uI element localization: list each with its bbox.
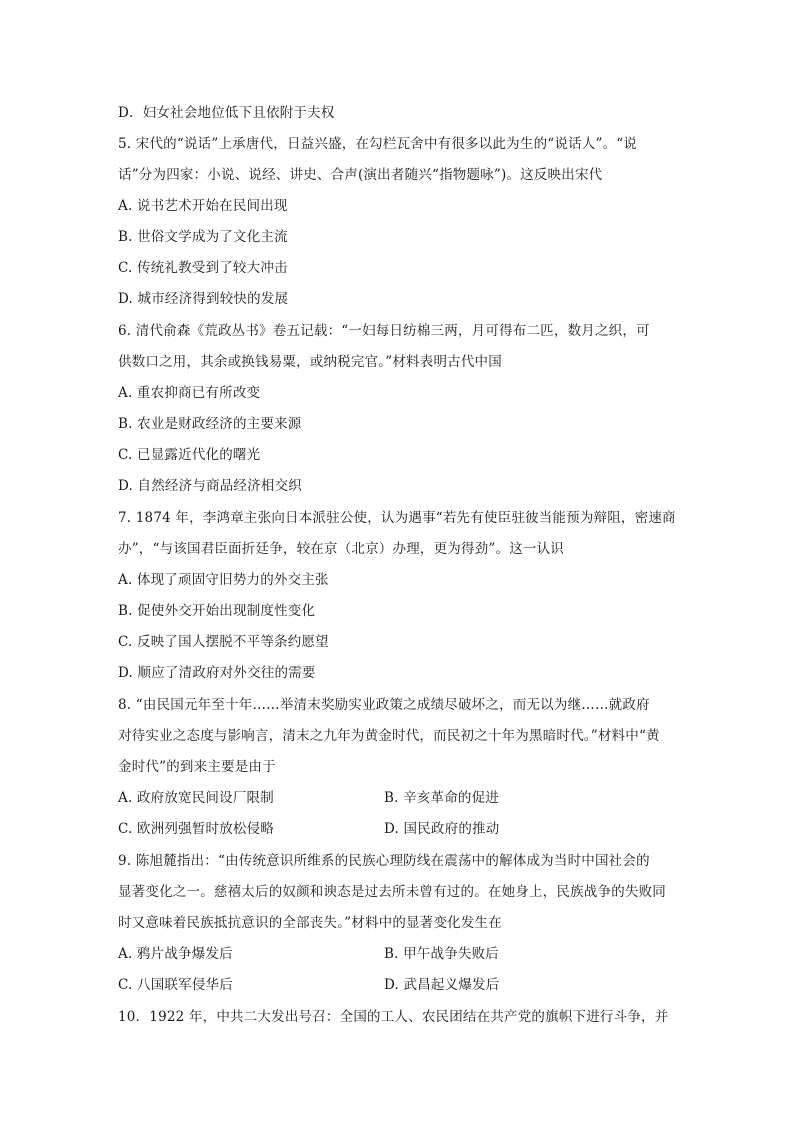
q7-stem-line2: 办”，“与该国君臣面折廷争，较在京（北京）办理，更为得劲”。这一认识 (118, 541, 565, 557)
q6-stem-line2: 供数口之用，其余或换钱易粟，或纳税完官。”材料表明古代中国 (118, 354, 502, 370)
q9-option-d: D. 武昌起义爆发后 (384, 977, 500, 993)
q6-stem-line1: 6. 清代俞森《荒政丛书》卷五记载：“一妇每日纺棉三两，月可得布二匹，数月之织，可 (118, 323, 650, 339)
q9-option-a: A. 鸦片战争爆发后 (118, 946, 233, 962)
q7-option-a: A. 体现了顽固守旧势力的外交主张 (118, 572, 329, 588)
q5-stem-line1: 5. 宋代的“说话”上承唐代，日益兴盛，在勾栏瓦舍中有很多以此为生的“说话人”。“说 (118, 136, 638, 152)
q8-option-a: A. 政府放宽民间设厂限制 (118, 790, 274, 806)
q9-stem-line2: 显著变化之一。慈禧太后的奴颜和谀态是过去所未曾有过的。在她身上，民族战争的失败同 (118, 884, 666, 900)
q9-option-b: B. 甲午战争失败后 (384, 946, 500, 962)
q8-stem-line2: 对待实业之态度与影响言，清末之九年为黄金时代，而民初之十年为黑暗时代。”材料中“黄 (118, 728, 660, 744)
q5-option-d: D. 城市经济得到较快的发展 (118, 291, 289, 307)
q6-option-a: A. 重农抑商已有所改变 (118, 385, 261, 401)
q7-option-d: D. 顺应了清政府对外交往的需要 (118, 665, 316, 681)
q6-option-d: D. 自然经济与商品经济相交织 (118, 478, 302, 494)
q8-option-b: B. 辛亥革命的促进 (384, 790, 500, 806)
q7-option-c: C. 反映了国人摆脱不平等条约愿望 (118, 634, 329, 650)
q8-stem-line1: 8. “由民国元年至十年……举清末奖励实业政策之成绩尽破坏之，而无以为继……就政府 (118, 697, 650, 713)
q5-option-a: A. 说书艺术开始在民间出现 (118, 198, 288, 214)
q6-option-c: C. 已显露近代化的曙光 (118, 447, 261, 463)
q4-option-d: D．妇女社会地位低下且依附于夫权 (118, 105, 335, 121)
q7-option-b: B. 促使外交开始出现制度性变化 (118, 603, 316, 619)
q8-option-d: D. 国民政府的推动 (384, 821, 500, 837)
q9-option-c: C. 八国联军侵华后 (118, 977, 233, 993)
q5-option-c: C. 传统礼教受到了较大冲击 (118, 260, 288, 276)
q5-option-b: B. 世俗文学成为了文化主流 (118, 229, 288, 245)
q5-stem-line2: 话”分为四家：小说、说经、讲史、合声(演出者随兴“指物题咏”)。这反映出宋代 (118, 167, 603, 183)
q7-stem-line1: 7. 1874 年，李鸿章主张向日本派驻公使，认为遇事“若先有使臣驻彼当能预为辩阻，密速商 (118, 510, 676, 526)
q8-stem-line3: 金时代”的到来主要是由于 (118, 759, 276, 775)
q8-option-c: C. 欧洲列强暂时放松侵略 (118, 821, 275, 837)
q6-option-b: B. 农业是财政经济的主要来源 (118, 416, 302, 432)
q10-stem-line1: 10．1922 年，中共二大发出号召：全国的工人、农民团结在共产党的旗帜下进行斗争，并 (118, 1009, 669, 1025)
q9-stem-line1: 9. 陈旭麓指出：“由传统意识所维系的民族心理防线在震荡中的解体成为当时中国社会的 (118, 853, 650, 869)
q9-stem-line3: 时又意味着民族抵抗意识的全部丧失。”材料中的显著变化发生在 (118, 915, 502, 931)
